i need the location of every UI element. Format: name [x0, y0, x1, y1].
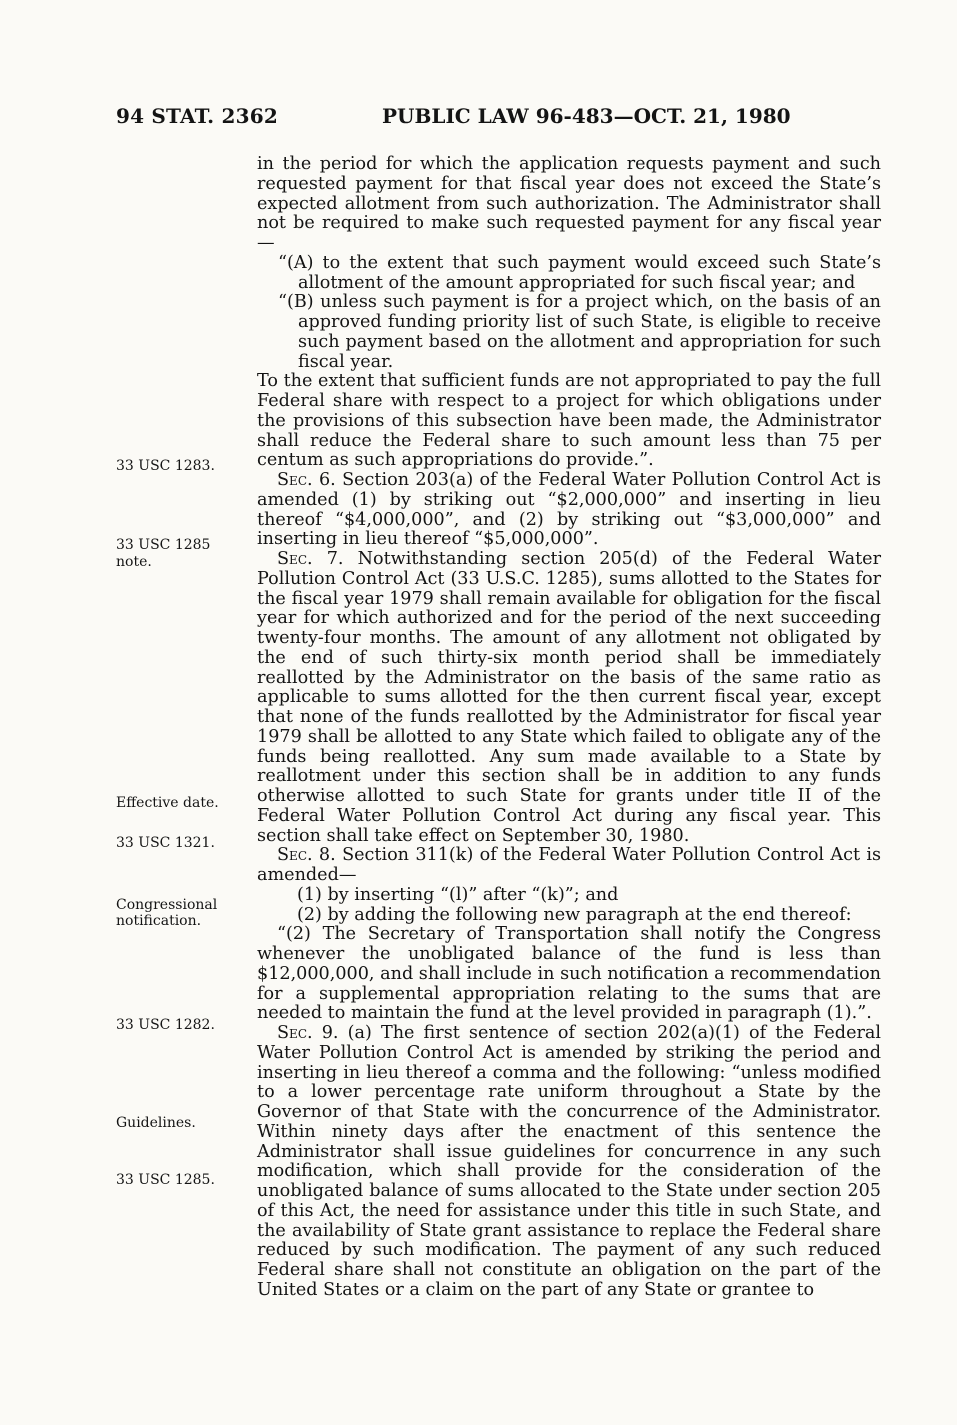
section-9: [257, 1024, 881, 1301]
section-6-text: Section 203(a) of the Federal Water Pollution Control Act is amended (1) by striking out “$2,000,000” and inserting in lieu thereof “$4,000,000”, and (2) by striking out “$3,000,000” and inserting in lieu thereof “$5,000,000”.: [257, 470, 882, 550]
body-text: [257, 155, 881, 1301]
section-9-text: (a) The first sentence of section 202(a)(1) of the Federal Water Pollution Control Act is amended by striking the period and inserting in lieu thereof a comma and the following: “unless modified to a lower percentage rate uniform throughout a State by the Governor of that State with the concurrence of the Administrator. Within ninety days after the enactment of this sentence the Administrator shall issue guidelines for concurrence in any such modification, which shall provide for the consideration of the unobligated balance of sums allocated to the State under section 205 of this Act, the need for assistance under this title in such State, and the availability of State grant assistance to replace the Federal share reduced by such modification. The payment of any such reduced Federal share shall not constitute an obligation on the part of the United States or a claim on the part of any State or grantee to: [257, 1023, 882, 1300]
paragraph-continuation: in the period for which the application requests payment and such requested payment for that fiscal year does not exceed the State’s expected allotment from such authorization. The Administrator shall not be required to make such requested payment for any fiscal year—: [257, 154, 881, 253]
page-header: [116, 104, 883, 134]
section-9-label: Sec. 9.: [277, 1023, 339, 1043]
margin-note-effective-date: Effective date.: [116, 795, 219, 811]
section-8-item-2: (2) by adding the following new paragraph at the end thereof:: [297, 904, 852, 925]
section-6-label: Sec. 6.: [277, 470, 336, 490]
section-8-text: Section 311(k) of the Federal Water Pollution Control Act is amended—: [257, 845, 882, 885]
paragraph-clause-b: “(B) unless such payment is for a project which, on the basis of an approved funding priority list of such State, is eligible to receive such payment based on the allotment and appropriation for such fiscal year.: [278, 292, 881, 372]
paragraph-federal-share: To the extent that sufficient funds are not appropriated to pay the full Federal share with respect to a project for which obligations under the provisions of this subsection have been made, the Administrator shall reduce the Federal share to such amount less than 75 per centum as such appropriations do provide.”.: [257, 371, 881, 471]
statute-page-number: 94 STAT. 2362: [116, 104, 278, 128]
section-8: [257, 846, 881, 886]
margin-note-guidelines: Guidelines.: [116, 1115, 196, 1131]
section-7: [257, 550, 881, 846]
margin-note-congressional: Congressional: [116, 897, 218, 913]
margin-note-33usc1285-note: 33 USC 1285: [116, 537, 211, 553]
section-7-text: Notwithstanding section 205(d) of the Federal Water Pollution Control Act (33 U.S.C. 1285), sums allotted to the States for the fiscal year 1979 shall remain available for obligation for the fiscal year for which authorized and for the period of the next succeeding twenty-four months. The amount of any allotment not obligated by the end of such thirty-six month period shall be immediately reallotted by the Administrator on the basis of the same ratio as applicable to sums allotted for the then current fiscal year, except that none of the funds reallotted by the Administrator for fiscal year 1979 shall be allotted to any State which failed to obligate any of the funds being reallotted. Any sum made available to a State by reallotment under this section shall be in addition to any funds otherwise allotted to such State for grants under title II of the Federal Water Pollution Control Act during any fiscal year. This section shall take effect on September 30, 1980.: [257, 549, 881, 846]
section-8-item-1: (1) by inserting “(l)” after “(k)”; and: [297, 884, 619, 905]
public-law-title: PUBLIC LAW 96-483—OCT. 21, 1980: [382, 104, 791, 128]
margin-note-notification: notification.: [116, 913, 202, 929]
margin-note-33usc1282: 33 USC 1282.: [116, 1017, 215, 1033]
margin-note-33usc1321: 33 USC 1321.: [116, 835, 215, 851]
margin-note-33usc1283: 33 USC 1283.: [116, 458, 215, 474]
margin-note-33usc1285: 33 USC 1285.: [116, 1172, 215, 1188]
paragraph-clause-a: “(A) to the extent that such payment would exceed such State’s allotment of the amount appropriated for such fiscal year; and: [278, 252, 881, 293]
section-6: [257, 471, 881, 550]
section-7-label: Sec. 7.: [277, 549, 344, 569]
section-8-label: Sec. 8.: [277, 845, 336, 866]
section-8-quote: “(2) The Secretary of Transportation shall notify the Congress whenever the unobligated balance of the fund is less than $12,000,000, and shall include in such notification a recommendation for a supplemental appropriation relating to the sums that are needed to maintain the fund at the level provided in paragraph (1).”.: [257, 924, 881, 1024]
margin-note-note: note.: [116, 554, 152, 570]
